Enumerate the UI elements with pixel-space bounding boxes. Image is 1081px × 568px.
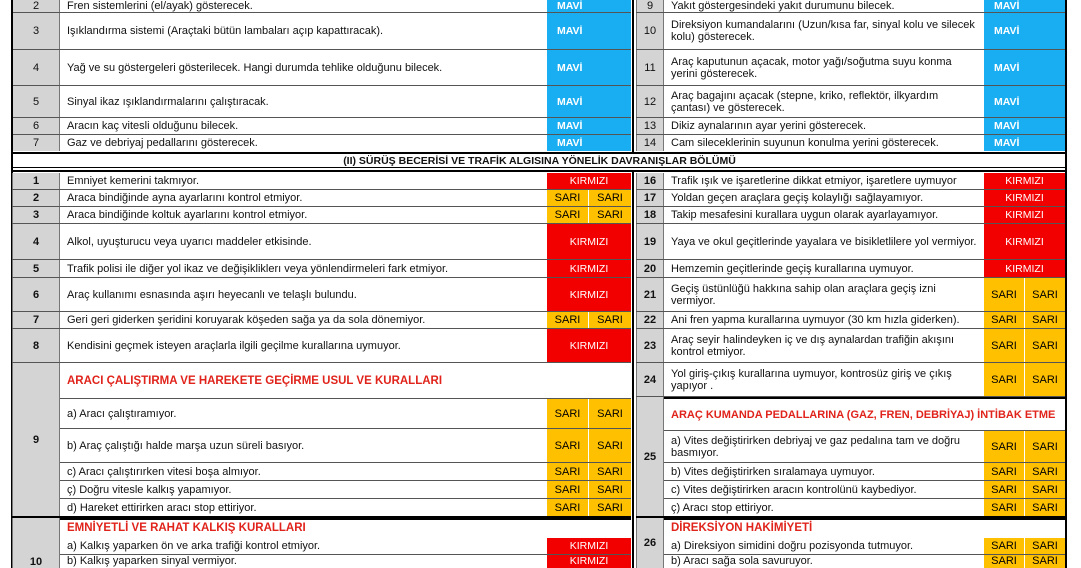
category-yellow: SARI xyxy=(589,463,631,480)
item-number: 19 xyxy=(636,224,664,259)
item-text: Yakıt göstergesindeki yakıt durumunu bilecek. xyxy=(671,0,895,12)
item-number: 13 xyxy=(636,118,664,134)
item-number: 17 xyxy=(636,190,664,206)
item-number: 18 xyxy=(636,207,664,223)
item-number: 21 xyxy=(636,278,664,311)
category-yellow: SARI xyxy=(984,329,1024,362)
item-text: Araca bindiğinde koltuk ayarlarını kontrol etmiyor. xyxy=(67,209,308,221)
category-yellow: SARI xyxy=(589,481,631,498)
item-number: 14 xyxy=(636,135,664,151)
item-text: ç) Doğru vitesle kalkış yapamıyor. xyxy=(67,483,232,496)
category-yellow: SARI xyxy=(1025,538,1065,554)
category-blue: MAVİ xyxy=(984,86,1065,117)
category-yellow: SARI xyxy=(589,207,631,223)
item-number: 1 xyxy=(12,173,60,189)
item-number: 24 xyxy=(636,363,664,396)
category-yellow: SARI xyxy=(984,499,1024,516)
item-text: Dikiz aynalarının ayar yerini gösterecek. xyxy=(671,120,867,132)
item-text: a) Direksiyon simidini doğru pozisyonda tutmuyor. xyxy=(671,540,914,552)
category-red: KIRMIZI xyxy=(547,555,631,568)
category-yellow: SARI xyxy=(547,399,588,428)
item-text: Araca bindiğinde ayna ayarlarını kontrol etmiyor. xyxy=(67,192,303,204)
category-blue: MAVİ xyxy=(547,0,631,12)
group-title: EMNİYETLİ VE RAHAT KALKIŞ KURALLARI xyxy=(60,518,631,535)
item-number: 12 xyxy=(636,86,664,117)
category-yellow: SARI xyxy=(589,190,631,206)
category-blue: MAVİ xyxy=(547,118,631,134)
category-yellow: SARI xyxy=(547,481,588,498)
item-text: Alkol, uyuşturucu veya uyarıcı maddeler etkisinde. xyxy=(67,235,312,248)
group-number: 10 xyxy=(12,518,60,568)
item-number: 7 xyxy=(12,312,60,328)
category-yellow: SARI xyxy=(1025,363,1065,396)
category-yellow: SARI xyxy=(984,312,1024,328)
category-yellow: SARI xyxy=(1025,312,1065,328)
category-blue: MAVİ xyxy=(984,13,1065,49)
item-number: 2 xyxy=(12,190,60,206)
category-yellow: SARI xyxy=(984,431,1024,462)
category-yellow: SARI xyxy=(1025,481,1065,498)
item-text: Yol giriş-çıkış kurallarına uymuyor, kontrosüz giriş ve çıkış yapıyor . xyxy=(671,367,952,392)
item-text: Yaya ve okul geçitlerinde yayalara ve bisikletlilere yol vermiyor. xyxy=(671,235,977,248)
item-text: Trafik ışık ve işaretlerine dikkat etmiyor, işaretlere uymuyor xyxy=(671,175,957,187)
item-text: Gaz ve debriyaj pedallarını gösterecek. xyxy=(67,137,258,149)
item-text: b) Araç çalıştığı halde marşa uzun süreli basıyor. xyxy=(67,439,305,452)
item-number: 11 xyxy=(636,50,664,85)
category-blue: MAVİ xyxy=(547,135,631,151)
category-yellow: SARI xyxy=(589,312,631,328)
item-text: Yoldan geçen araçlara geçiş kolaylığı sağlayamıyor. xyxy=(671,192,924,204)
item-text: a) Aracı çalıştıramıyor. xyxy=(67,407,177,420)
category-blue: MAVİ xyxy=(984,50,1065,85)
category-blue: MAVİ xyxy=(984,118,1065,134)
category-red: KIRMIZI xyxy=(547,278,631,311)
item-number: 5 xyxy=(12,86,60,117)
category-yellow: SARI xyxy=(1025,329,1065,362)
category-red: KIRMIZI xyxy=(547,173,631,189)
item-number: 7 xyxy=(12,135,60,151)
item-text: Cam sileceklerinin suyunun konulma yerini gösterecek. xyxy=(671,137,939,149)
category-blue: MAVİ xyxy=(984,0,1065,12)
group-number: 9 xyxy=(12,363,60,516)
category-blue: MAVİ xyxy=(547,86,631,117)
category-yellow: SARI xyxy=(984,278,1024,311)
group-title: ARACI ÇALIŞTIRMA VE HAREKETE GEÇİRME USUL VE KURALLARI xyxy=(67,374,443,387)
category-yellow: SARI xyxy=(547,499,588,516)
item-number: 20 xyxy=(636,260,664,277)
category-red: KIRMIZI xyxy=(547,260,631,277)
category-red: KIRMIZI xyxy=(984,173,1065,189)
item-text: Araç kaputunun açacak, motor yağı/soğutma suyu konma yerini gösterecek. xyxy=(671,55,952,80)
item-number: 4 xyxy=(12,224,60,259)
item-text: ç) Aracı stop ettiriyor. xyxy=(671,501,774,514)
item-number: 3 xyxy=(12,207,60,223)
item-text: Kendisini geçmek isteyen araçlarla ilgili geçilme kurallarına uymuyor. xyxy=(67,339,401,352)
item-text: Geri geri giderken şeridini koruyarak köşeden sağa ya da sola dönemiyor. xyxy=(67,314,426,326)
item-text: Araç kullanımı esnasında aşırı heyecanlı ve telaşlı bulundu. xyxy=(67,288,357,301)
category-yellow: SARI xyxy=(1025,555,1065,568)
category-yellow: SARI xyxy=(984,538,1024,554)
category-yellow: SARI xyxy=(1025,278,1065,311)
item-text: a) Kalkış yaparken ön ve arka trafiği kontrol etmiyor. xyxy=(67,540,321,552)
item-number: 2 xyxy=(12,0,60,12)
category-yellow: SARI xyxy=(547,312,588,328)
category-red: KIRMIZI xyxy=(547,329,631,362)
item-text: Araç bagajını açacak (stepne, kriko, reflektör, ilkyardım çantası) ve gösterecek. xyxy=(671,89,939,114)
category-blue: MAVİ xyxy=(547,50,631,85)
item-text: b) Vites değiştirirken sıralamaya uymuyor. xyxy=(671,465,875,478)
item-text: Direksiyon kumandalarını (Uzun/kısa far, sinyal kolu ve silecek kolu) gösterecek. xyxy=(671,19,975,43)
item-text: b) Aracı sağa sola savuruyor. xyxy=(671,555,813,567)
item-text: Hemzemin geçitlerinde geçiş kurallarına uymuyor. xyxy=(671,262,914,275)
item-text: a) Vites değiştirirken debriyaj ve gaz pedalına tam ve doğru basmıyor. xyxy=(671,434,961,459)
item-text: Işıklandırma sistemi (Araçtaki bütün lambaları açıp kapattıracak). xyxy=(67,25,384,37)
item-number: 3 xyxy=(12,13,60,49)
item-text: Geçiş üstünlüğü hakkına sahip olan araçlara geçiş izni vermiyor. xyxy=(671,282,936,307)
item-text: Aracın kaç vitesli olduğunu bilecek. xyxy=(67,120,239,132)
item-text: d) Hareket ettirirken aracı stop ettiriyor. xyxy=(67,501,257,514)
category-red: KIRMIZI xyxy=(984,224,1065,259)
section-title: (II) SÜRÜŞ BECERİSİ VE TRAFİK ALGISINA YÖNELİK DAVRANIŞLAR BÖLÜMÜ xyxy=(12,152,1067,168)
category-yellow: SARI xyxy=(589,399,631,428)
category-yellow: SARI xyxy=(547,463,588,480)
item-text: Sinyal ikaz ışıklandırmalarını çalıştıracak. xyxy=(67,95,269,108)
category-red: KIRMIZI xyxy=(984,207,1065,223)
item-text: c) Vites değiştirirken aracın kontrolünü kaybediyor. xyxy=(671,483,917,496)
category-red: KIRMIZI xyxy=(547,224,631,259)
item-text: Trafik polisi ile diğer yol ikaz ve değişikliklerı veya yönlendirmeleri fark etmiyor. xyxy=(67,262,449,275)
category-yellow: SARI xyxy=(589,499,631,516)
category-yellow: SARI xyxy=(1025,499,1065,516)
item-number: 4 xyxy=(12,50,60,85)
item-number: 23 xyxy=(636,329,664,362)
item-number: 16 xyxy=(636,173,664,189)
group-number: 26 xyxy=(636,518,664,568)
item-text: c) Aracı çalıştırırken vitesi boşa almıyor. xyxy=(67,465,261,478)
category-blue: MAVİ xyxy=(547,13,631,49)
category-yellow: SARI xyxy=(589,429,631,462)
item-number: 22 xyxy=(636,312,664,328)
item-text: Yağ ve su göstergeleri gösterilecek. Hangi durumda tehlike olduğunu bilecek. xyxy=(67,61,443,74)
category-red: KIRMIZI xyxy=(547,538,631,554)
category-blue: MAVİ xyxy=(984,135,1065,151)
category-yellow: SARI xyxy=(1025,463,1065,480)
category-yellow: SARI xyxy=(984,463,1024,480)
item-number: 8 xyxy=(12,329,60,362)
category-yellow: SARI xyxy=(1025,431,1065,462)
item-text: b) Kalkış yaparken sinyal vermiyor. xyxy=(67,555,237,567)
item-number: 6 xyxy=(12,118,60,134)
item-text: Takip mesafesini kurallara uygun olarak ayarlayamıyor. xyxy=(671,209,939,221)
category-yellow: SARI xyxy=(984,363,1024,396)
group-title: DİREKSİYON HAKİMİYETİ xyxy=(664,518,1065,535)
item-number: 9 xyxy=(636,0,664,12)
item-number: 6 xyxy=(12,278,60,311)
category-yellow: SARI xyxy=(984,555,1024,568)
item-text: Ani fren yapma kurallarına uymuyor (30 km hızla giderken). xyxy=(671,314,960,326)
category-red: KIRMIZI xyxy=(984,260,1065,277)
item-text: Emniyet kemerini takmıyor. xyxy=(67,175,200,187)
item-number: 10 xyxy=(636,13,664,49)
item-text: Fren sistemlerini (el/ayak) gösterecek. xyxy=(67,0,253,12)
item-number: 5 xyxy=(12,260,60,277)
category-yellow: SARI xyxy=(547,429,588,462)
category-yellow: SARI xyxy=(984,481,1024,498)
item-text: Araç seyir halindeyken iç ve dış aynalardan trafiğin akışını kontrol etmiyor. xyxy=(671,333,955,358)
category-yellow: SARI xyxy=(547,190,588,206)
category-red: KIRMIZI xyxy=(984,190,1065,206)
group-title: ARAÇ KUMANDA PEDALLARINA (GAZ, FREN, DEBRİYAJ) İNTİBAK ETME xyxy=(664,397,1065,430)
group-number: 25 xyxy=(636,397,664,516)
category-yellow: SARI xyxy=(547,207,588,223)
